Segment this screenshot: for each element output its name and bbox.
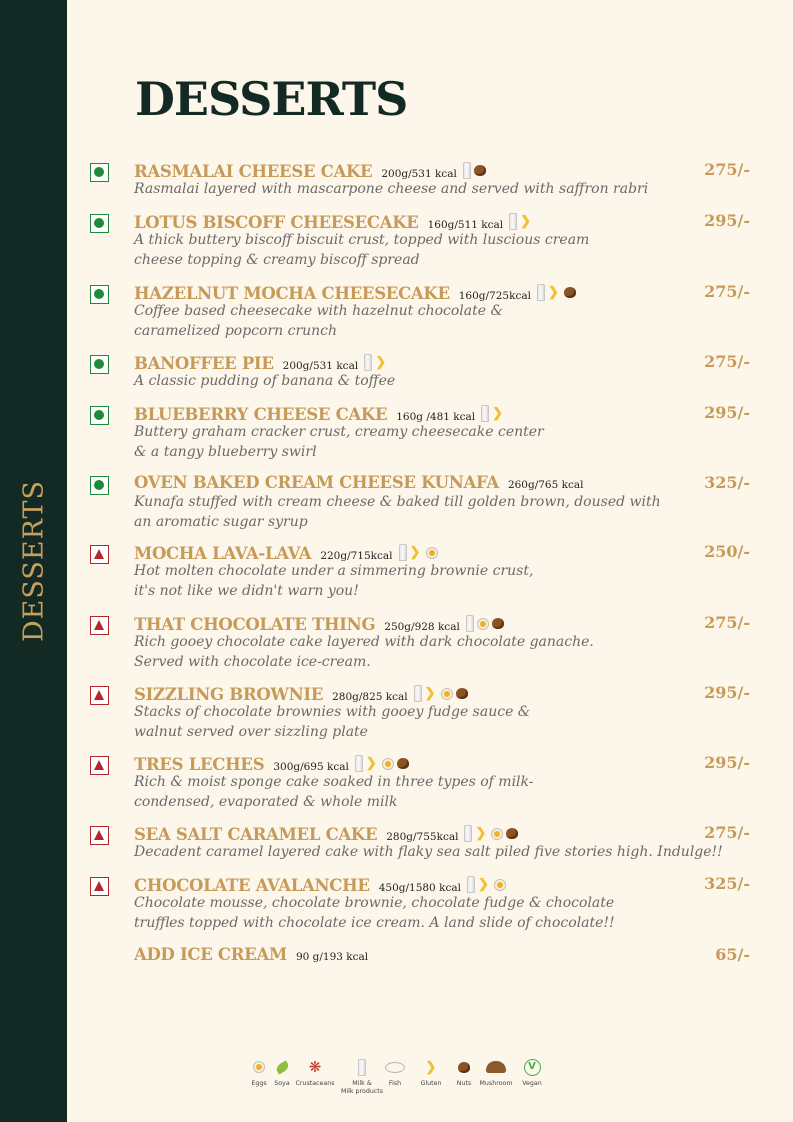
nuts-icon [458, 1062, 470, 1073]
legend-item-soya: Soya [259, 1056, 305, 1088]
item-heading [134, 683, 468, 704]
item-name: BANOFFEE PIE [134, 354, 274, 373]
soya-icon [274, 1060, 290, 1074]
item-description: A classic pudding of banana & toffee [134, 373, 396, 389]
milk-icon [464, 825, 472, 842]
item-kcal: 260g/765 kcal [507, 479, 584, 491]
allergen-icons [509, 213, 533, 230]
item-kcal: 160g /481 kcal [396, 411, 476, 423]
nonveg-mark-icon [90, 616, 109, 635]
legend-item-milk: Milk & Milk products [339, 1056, 385, 1096]
nonveg-mark-icon [90, 826, 109, 845]
item-kcal: 160g/511 kcal [427, 219, 504, 231]
nuts-icon [474, 165, 486, 176]
item-name: THAT CHOCOLATE THING [134, 615, 376, 634]
allergen-icons [466, 615, 504, 632]
item-name: ADD ICE CREAM [134, 945, 287, 964]
item-heading [134, 823, 518, 844]
item-heading [134, 473, 583, 492]
allergen-icons [464, 825, 518, 842]
item-description: Decadent caramel layered cake with flaky sea salt piled five stories high. Indulge!! [134, 844, 723, 860]
item-description: Buttery graham cracker crust, creamy cheesecake center & a tangy blueberry swirl [134, 424, 544, 460]
item-price: 275/- [704, 823, 750, 842]
item-description: Hot molten chocolate under a simmering brownie crust, it's not like we didn't warn you! [134, 563, 534, 599]
allergen-icons [537, 284, 576, 301]
egg-icon [494, 879, 506, 891]
legend-item-crustaceans: ❋ Crustaceans [295, 1057, 335, 1087]
gluten-icon: ❯ [547, 285, 559, 300]
item-kcal: 450g/1580 kcal [378, 882, 461, 894]
item-kcal: 250g/928 kcal [384, 621, 460, 633]
legend-item-fish: Fish [372, 1056, 418, 1088]
item-kcal: 280g/755kcal [386, 831, 459, 843]
item-price: 325/- [704, 473, 750, 492]
item-description: Coffee based cheesecake with hazelnut chocolate & caramelized popcorn crunch [134, 303, 503, 339]
item-kcal: 280g/825 kcal [332, 691, 408, 703]
item-heading [134, 211, 533, 232]
page-title: DESSERTS [135, 72, 408, 126]
milk-icon [537, 284, 545, 301]
item-heading [134, 403, 505, 424]
egg-icon [477, 618, 489, 630]
item-heading [134, 753, 409, 774]
item-price: 325/- [704, 874, 750, 893]
nuts-icon [492, 618, 504, 629]
crab-icon: ❋ [308, 1057, 322, 1076]
item-price: 250/- [704, 542, 750, 561]
item-price: 295/- [704, 683, 750, 702]
item-description: Rich & moist sponge cake soaked in three types of milk- condensed, evaporated & whole milk [134, 774, 534, 810]
allergen-icons [355, 755, 409, 772]
gluten-icon: ❯ [424, 686, 436, 701]
item-heading [134, 874, 506, 895]
veg-mark-icon [90, 476, 109, 495]
veg-mark-icon [90, 214, 109, 233]
item-price: 65/- [715, 945, 750, 964]
allergen-legend [246, 1056, 546, 1106]
nuts-icon [506, 828, 518, 839]
item-heading [134, 945, 368, 964]
veg-mark-icon [90, 285, 109, 304]
item-name: SEA SALT CARAMEL CAKE [134, 825, 378, 844]
item-price: 275/- [704, 160, 750, 179]
nonveg-mark-icon [90, 686, 109, 705]
item-price: 275/- [704, 352, 750, 371]
item-kcal: 90 g/193 kcal [295, 951, 369, 963]
veg-mark-icon [90, 355, 109, 374]
gluten-icon: ❯ [375, 355, 387, 370]
item-price: 295/- [704, 211, 750, 230]
allergen-icons [467, 876, 506, 893]
gluten-icon: ❯ [409, 545, 421, 560]
allergen-icons [399, 544, 438, 561]
item-name: TRES LECHES [134, 755, 265, 774]
egg-icon [382, 758, 394, 770]
item-name: CHOCOLATE AVALANCHE [134, 876, 370, 895]
egg-icon [426, 547, 438, 559]
veg-mark-icon [90, 406, 109, 425]
legend-item-vegan: V Vegan [522, 1060, 542, 1087]
milk-icon [481, 405, 489, 422]
gluten-icon: ❯ [492, 406, 504, 421]
mushroom-icon [486, 1061, 506, 1073]
sidebar [0, 0, 67, 1122]
egg-icon [441, 688, 453, 700]
egg-icon [491, 828, 503, 840]
fish-icon [385, 1062, 405, 1073]
item-price: 275/- [704, 282, 750, 301]
item-name: BLUEBERRY CHEESE CAKE [134, 405, 388, 424]
item-description: A thick buttery biscoff biscuit crust, topped with luscious cream cheese topping & creamy biscoff spread [134, 232, 590, 268]
item-heading [134, 282, 576, 303]
item-price: 295/- [704, 753, 750, 772]
milk-icon [466, 615, 474, 632]
item-heading [134, 352, 388, 373]
milk-icon [399, 544, 407, 561]
gluten-icon: ❯ [475, 826, 487, 841]
nuts-icon [564, 287, 576, 298]
veg-mark-icon [90, 163, 109, 182]
allergen-icons [414, 685, 468, 702]
nuts-icon [397, 758, 409, 769]
legend-item-eggs: Eggs [236, 1056, 282, 1088]
milk-icon [467, 876, 475, 893]
legend-item-gluten: ❯ Gluten [420, 1059, 442, 1087]
item-name: MOCHA LAVA-LAVA [134, 544, 312, 563]
item-kcal: 200g/531 kcal [282, 360, 359, 372]
item-name: HAZELNUT MOCHA CHEESECAKE [134, 284, 450, 303]
item-heading [134, 542, 438, 563]
gluten-icon: ❯ [520, 214, 532, 229]
item-description: Stacks of chocolate brownies with gooey fudge sauce & walnut served over sizzling plate [134, 704, 531, 740]
gluten-icon: ❯ [365, 756, 377, 771]
item-heading [134, 160, 486, 181]
gluten-icon: ❯ [477, 877, 489, 892]
legend-item-mushroom: Mushroom [473, 1056, 519, 1088]
nonveg-mark-icon [90, 877, 109, 896]
milk-icon [414, 685, 422, 702]
nonveg-mark-icon [90, 756, 109, 775]
item-description: Rich gooey chocolate cake layered with dark chocolate ganache. Served with chocolate ice-cream. [134, 634, 594, 670]
nonveg-mark-icon [90, 545, 109, 564]
item-description: Rasmalai layered with mascarpone cheese and served with saffron rabri [134, 181, 649, 197]
sidebar-label: DESSERTS [18, 480, 50, 642]
item-kcal: 200g/531 kcal [381, 168, 457, 180]
item-name: SIZZLING BROWNIE [134, 685, 324, 704]
gluten-icon: ❯ [425, 1059, 437, 1075]
allergen-icons [463, 162, 486, 179]
milk-icon [358, 1059, 366, 1076]
nuts-icon [456, 688, 468, 699]
item-kcal: 300g/695 kcal [273, 761, 349, 773]
item-name: OVEN BAKED CREAM CHEESE KUNAFA [134, 473, 499, 492]
item-price: 275/- [704, 613, 750, 632]
milk-icon [364, 354, 372, 371]
vegan-icon: V [524, 1059, 541, 1076]
item-price: 295/- [704, 403, 750, 422]
item-description: Chocolate mousse, chocolate brownie, chocolate fudge & chocolate truffles topped with chocolate ice cream. A land slide of chocolate!! [134, 895, 615, 931]
allergen-icons [364, 354, 388, 371]
allergen-icons [481, 405, 505, 422]
item-kcal: 220g/715kcal [320, 550, 393, 562]
legend-item-nuts: Nuts [441, 1056, 487, 1088]
item-name: LOTUS BISCOFF CHEESECAKE [134, 213, 419, 232]
item-kcal: 160g/725kcal [458, 290, 531, 302]
milk-icon [463, 162, 471, 179]
item-name: RASMALAI CHEESE CAKE [134, 162, 373, 181]
item-heading [134, 613, 504, 634]
milk-icon [509, 213, 517, 230]
milk-icon [355, 755, 363, 772]
item-description: Kunafa stuffed with cream cheese & baked till golden brown, doused with an aromatic sugar syrup [134, 494, 661, 530]
